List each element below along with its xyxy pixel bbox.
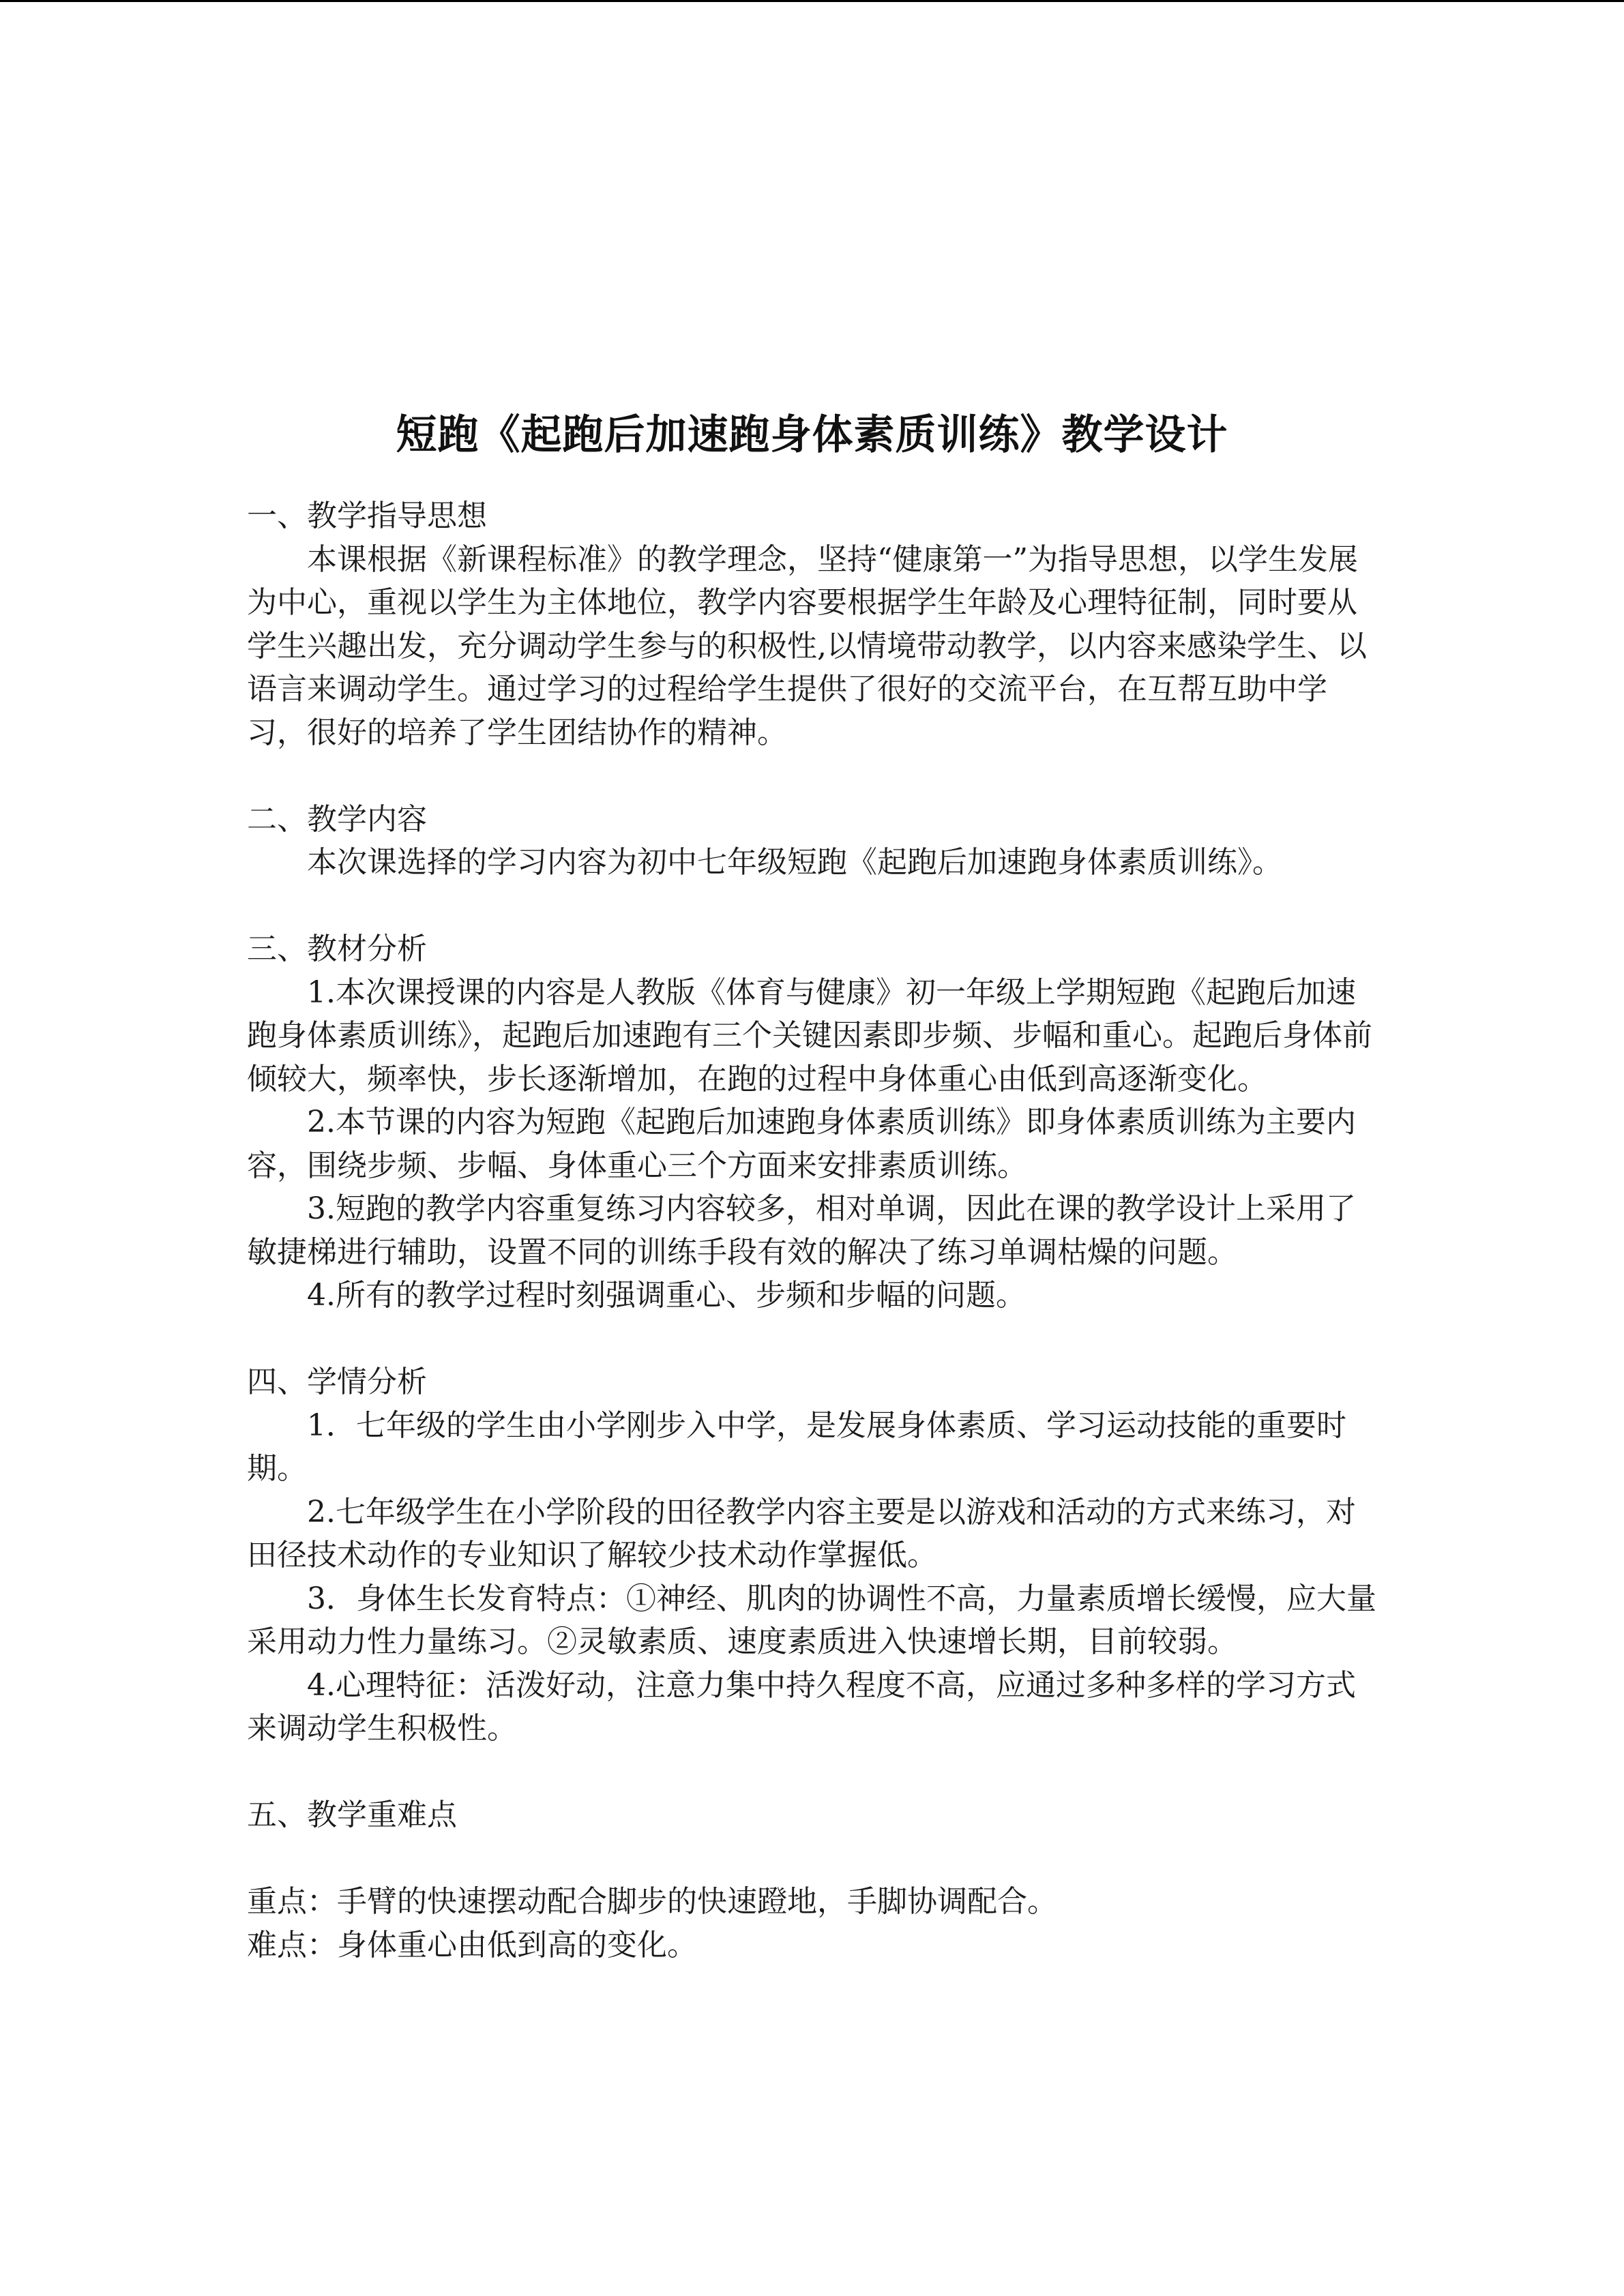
section-heading: 一、教学指导思想 bbox=[247, 498, 487, 533]
list-item: 2.七年级学生在小学阶段的田径教学内容主要是以游戏和活动的方式来练习，对田径技术动作的专业知识了解较少技术动作掌握低。 bbox=[247, 1494, 1356, 1572]
list-item: 3.短跑的教学内容重复练习内容较多，相对单调，因此在课的教学设计上采用了敏捷梯进行辅助，设置不同的训练手段有效的解决了练习单调枯燥的问题。 bbox=[247, 1191, 1356, 1270]
section-material-analysis bbox=[247, 927, 1379, 1317]
section-heading: 四、学情分析 bbox=[247, 1365, 427, 1399]
list-item: 4.所有的教学过程时刻强调重心、步频和步幅的问题。 bbox=[307, 1278, 1026, 1313]
document-title: 短跑《起跑后加速跑身体素质训练》教学设计 bbox=[396, 411, 1228, 460]
list-item: 1.本次课授课的内容是人教版《体育与健康》初一年级上学期短跑《起跑后加速跑身体素质训练》，起跑后加速跑有三个关键因素即步频、步幅和重心。起跑后身体前倾较大，频率快，步长逐渐增加，在跑的过程中身体重心由低到高逐渐变化。 bbox=[247, 974, 1372, 1097]
section-heading: 二、教学内容 bbox=[247, 801, 427, 837]
list-item: 4.心理特征：活泼好动，注意力集中持久程度不高，应通过多种多样的学习方式来调动学生积极性。 bbox=[247, 1667, 1356, 1746]
section-heading: 五、教学重难点 bbox=[247, 1798, 457, 1832]
section-paragraph: 本课根据《新课程标准》的教学理念，坚持“健康第一”为指导思想，以学生发展为中心，重视以学生为主体地位，教学内容要根据学生年龄及心理特征制，同时要从学生兴趣出发，充分调动学生参与的积极性,以情境带动教学，以内容来感染学生、以语言来调动学生。通过学习的过程给学生提供了很好的交流平台，在互帮互助中学习，很好的培养了学生团结协作的精神。 bbox=[247, 541, 1367, 750]
section-key-difficult-points bbox=[247, 1793, 1379, 1967]
section-student-analysis bbox=[247, 1360, 1379, 1750]
list-item: 1．七年级的学生由小学刚步入中学，是发展身体素质、学习运动技能的重要时期。 bbox=[247, 1407, 1346, 1486]
difficult-point: 难点：身体重心由低到高的变化。 bbox=[247, 1927, 697, 1963]
key-point: 重点：手臂的快速摆动配合脚步的快速蹬地，手脚协调配合。 bbox=[247, 1884, 1057, 1919]
section-guiding-ideology bbox=[247, 494, 1379, 754]
document-body bbox=[247, 494, 1379, 1967]
top-border-line bbox=[0, 0, 1624, 2]
section-paragraph: 本次课选择的学习内容为初中七年级短跑《起跑后加速跑身体素质训练》。 bbox=[307, 845, 1282, 880]
list-item: 3．身体生长发育特点：①神经、肌肉的协调性不高，力量素质增长缓慢，应大量采用动力性力量练习。②灵敏素质、速度素质进入快速增长期，目前较弱。 bbox=[247, 1581, 1376, 1659]
section-teaching-content bbox=[247, 798, 1379, 884]
section-heading: 三、教材分析 bbox=[247, 931, 427, 966]
list-item: 2.本节课的内容为短跑《起跑后加速跑身体素质训练》即身体素质训练为主要内容，围绕步频、步幅、身体重心三个方面来安排素质训练。 bbox=[247, 1105, 1356, 1183]
